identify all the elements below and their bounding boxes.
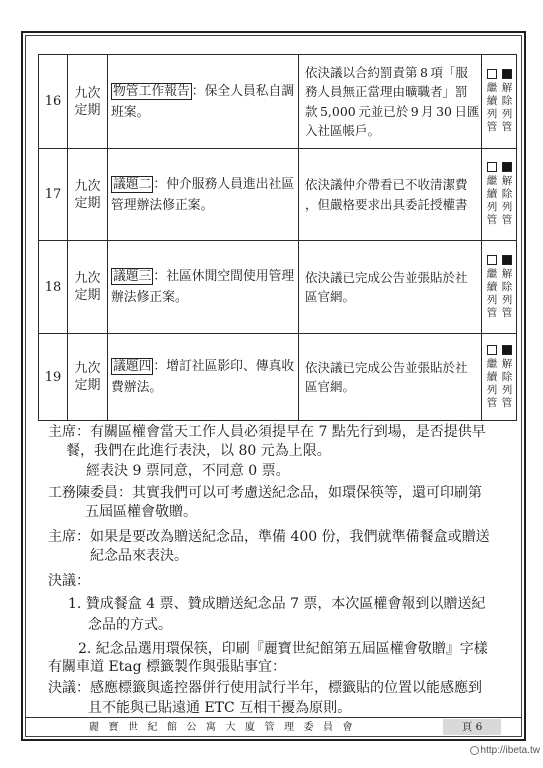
status-options (482, 162, 516, 227)
agenda-topic: 有關車道 Etag 標籤製作與張貼事宜： (48, 659, 287, 675)
subject-line-text: ：社區休閒空間使用管理 (153, 269, 295, 284)
resolution-item: 2. 紀念品選用環保筷，印刷『麗寶世紀館第五屆區權會敬贈』字樣 (78, 641, 488, 657)
status-options (482, 255, 516, 320)
subject-line: 費辦法。 (111, 380, 163, 395)
table-row (39, 55, 517, 149)
status-option-release (501, 345, 513, 410)
resolution-line: 依決議仲介帶看已不收清潔費 (305, 177, 468, 192)
continue-tracking-label: 繼續列管 (485, 357, 498, 410)
remark-text: 有關區權會當天工作人員必須提早在 7 點先行到場，是否提供早 (90, 424, 486, 440)
resolution-line: 依決議以合約罰責第 8 項「服 (305, 64, 468, 80)
agenda-tag: 議題二 (113, 176, 152, 192)
meeting-session (68, 334, 108, 421)
resolution-line: 務人員無正當理由曠職者」罰 (305, 84, 468, 99)
release-tracking-checkbox (502, 69, 512, 79)
subject-text (108, 174, 298, 216)
committee-member-remark (48, 484, 482, 502)
agenda-tag: 議題四 (113, 359, 152, 374)
speaker-label: 工務陳委員： (48, 485, 132, 501)
release-tracking-checkbox (502, 162, 512, 172)
status-option-continue (486, 255, 498, 320)
continue-tracking-checkbox (487, 345, 497, 355)
resolution-line: 依決議已完成公告並張貼於社 (305, 359, 468, 375)
resolution-line: 區官網。 (305, 289, 356, 304)
release-tracking-label: 解除列管 (500, 267, 513, 320)
item-number: 17 (39, 149, 68, 241)
subject-line: 班案。 (111, 104, 150, 120)
item-number: 19 (39, 334, 68, 421)
agenda-tag: 議題三 (113, 269, 152, 284)
resolution-label: 決議： (48, 680, 90, 696)
status-option-continue (486, 345, 498, 410)
subject-line-text: ：保全人員私自調 (191, 83, 295, 99)
continue-tracking-checkbox (487, 255, 497, 265)
table-row (39, 334, 517, 421)
subject-text (108, 266, 298, 308)
remark-continuation: 紀念品來表決。 (90, 548, 188, 564)
meeting-session-line: 九次 (74, 178, 101, 194)
subject-line (111, 81, 298, 102)
release-tracking-label: 解除列管 (500, 175, 513, 227)
subject-line (111, 266, 298, 287)
tracking-status (482, 149, 517, 241)
resolution-cell (299, 334, 482, 421)
subject-line: 辦法修正案。 (111, 290, 188, 305)
continue-tracking-label: 繼續列管 (485, 267, 498, 320)
subject-line-text: ：仲介服務人員進出社區 (153, 176, 295, 192)
resolution-text (299, 175, 481, 214)
page-number-box (443, 719, 501, 735)
resolution-line: 區官網。 (305, 379, 356, 394)
resolution-line: ，但嚴格要求出具委託授權書 (305, 196, 468, 212)
source-watermark (470, 745, 540, 756)
release-tracking-label: 解除列管 (500, 357, 513, 410)
footer-organization: 麗寶世紀館公寓大廈管理委員會 (89, 722, 362, 733)
subject-line (111, 174, 298, 195)
resolution-item: 1. 贊成餐盒 4 票、贊成贈送紀念品 7 票，本次區權會報到以贈送紀 (68, 596, 486, 612)
subject-text (108, 81, 298, 123)
resolution-cell (299, 241, 482, 334)
tracking-status (482, 241, 517, 334)
meeting-session-line: 定期 (74, 102, 101, 118)
status-option-continue (486, 69, 498, 134)
speaker-label: 主席： (48, 529, 90, 545)
meeting-session-line: 定期 (74, 378, 101, 393)
page-footer (25, 717, 522, 737)
subject-line (111, 356, 298, 377)
page-number: 6 (475, 721, 483, 733)
chair-remark (48, 528, 490, 546)
subject-cell (108, 241, 299, 334)
continue-tracking-checkbox (487, 162, 497, 172)
table-row (39, 149, 517, 241)
item-number: 16 (39, 55, 68, 149)
subject-line: 管理辦法修正案。 (111, 197, 214, 213)
meeting-session (68, 55, 108, 149)
subject-line-text: ：增訂社區影印、傳真收 (153, 359, 295, 374)
remark-continuation: 五屆區權會敬贈。 (85, 504, 197, 520)
tracking-status (482, 334, 517, 421)
chair-remark (48, 423, 486, 441)
agenda-tag: 物管工作報告 (113, 83, 190, 99)
resolution-line: 入社區帳戶。 (305, 123, 381, 138)
remark-text: 如果是要改為贈送紀念品，準備 400 份，我們就準備餐盒或贈送 (90, 529, 490, 545)
meeting-session (68, 149, 108, 241)
vote-result: 經表決 9 票同意，不同意 0 票。 (86, 463, 290, 479)
release-tracking-label: 解除列管 (500, 82, 513, 134)
continue-tracking-checkbox (487, 69, 497, 79)
status-options (482, 345, 516, 410)
subject-cell (108, 55, 299, 149)
status-option-release (501, 255, 513, 320)
meeting-session-line: 定期 (74, 195, 101, 211)
release-tracking-checkbox (502, 255, 512, 265)
resolution-text: 感應標籤與遙控器併行使用試行半年，標籤貼的位置以能感應到 (90, 680, 482, 696)
status-option-release (501, 162, 513, 227)
subject-text (108, 356, 298, 398)
subject-cell (108, 334, 299, 421)
speaker-label: 主席： (48, 424, 90, 440)
status-option-release (501, 69, 513, 134)
continue-tracking-label: 繼續列管 (485, 82, 498, 134)
resolution-heading: 決議： (48, 573, 90, 589)
etag-resolution (48, 679, 482, 697)
watermark-url: http://ibeta.tw (480, 745, 540, 756)
meeting-session-line: 定期 (74, 288, 101, 303)
resolution-text (299, 63, 481, 141)
resolution-text (299, 268, 481, 307)
status-option-continue (486, 162, 498, 227)
release-tracking-checkbox (502, 345, 512, 355)
subject-cell (108, 149, 299, 241)
resolution-cell (299, 149, 482, 241)
site-logo-icon (470, 746, 479, 755)
tracking-table (38, 54, 517, 421)
page-label: 頁 (461, 721, 473, 733)
resolution-line: 依決議已完成公告並張貼於社 (305, 269, 468, 285)
resolution-text (299, 358, 481, 397)
resolution-continuation: 且不能與已貼遠通 ETC 互相干擾為原則。 (88, 700, 352, 716)
meeting-session (68, 241, 108, 334)
remark-text: 其實我們可以可考慮送紀念品，如環保筷等，還可印刷第 (132, 485, 482, 501)
tracking-status (482, 55, 517, 149)
remark-continuation: 餐，我們在此進行表決，以 80 元為上限。 (66, 443, 331, 459)
meeting-session-line: 九次 (74, 85, 101, 101)
meeting-session-line: 九次 (74, 271, 101, 286)
meeting-session-line: 九次 (74, 361, 101, 376)
status-options (482, 69, 516, 134)
item-number: 18 (39, 241, 68, 334)
table-row (39, 241, 517, 334)
resolution-item-continuation: 念品的方式。 (88, 617, 172, 633)
resolution-cell (299, 55, 482, 149)
resolution-line: 款 5,000 元並已於 9 月 30 日匯 (305, 103, 480, 119)
continue-tracking-label: 繼續列管 (485, 175, 498, 227)
